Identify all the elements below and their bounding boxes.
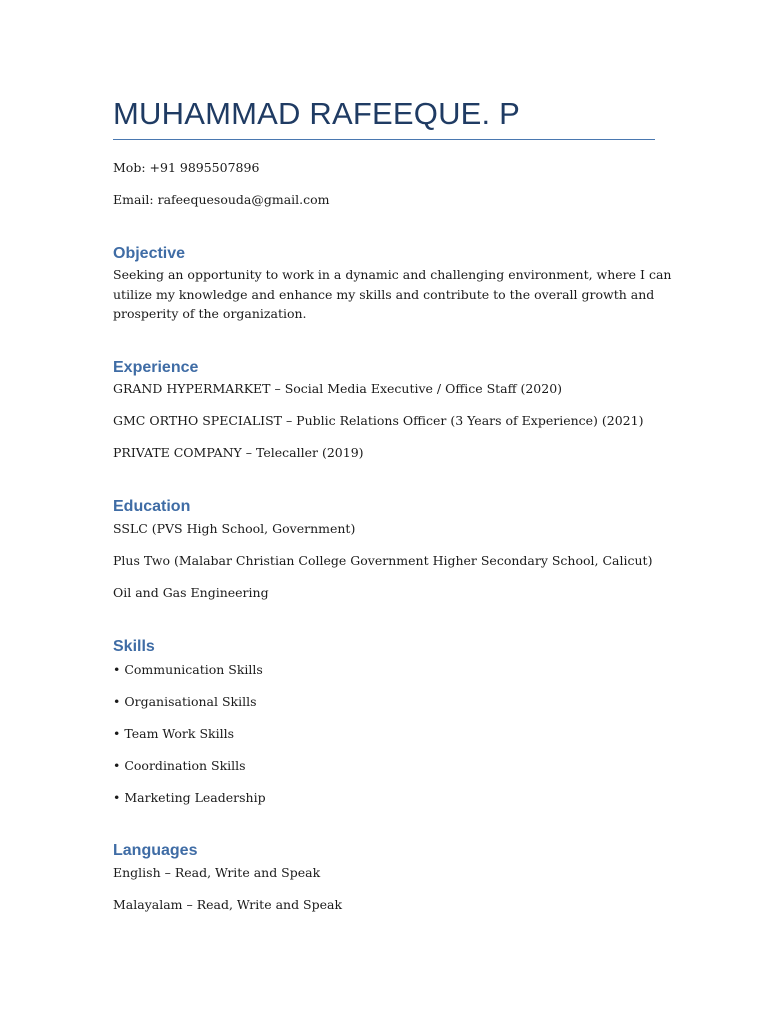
experience-heading: Experience bbox=[113, 359, 199, 376]
candidate-name: MUHAMMAD RAFEEQUE. P bbox=[113, 96, 521, 131]
experience-item: PRIVATE COMPANY – Telecaller (2019) bbox=[113, 445, 364, 460]
skills-heading: Skills bbox=[113, 638, 155, 655]
objective-line: utilize my knowledge and enhance my skills and contribute to the overall growth and bbox=[113, 287, 655, 302]
skill-item: • Communication Skills bbox=[113, 662, 263, 677]
objective-heading: Objective bbox=[113, 245, 186, 262]
experience-item: GRAND HYPERMARKET – Social Media Executive / Office Staff (2020) bbox=[113, 381, 563, 396]
experience-item: GMC ORTHO SPECIALIST – Public Relations Officer (3 Years of Experience) (2021) bbox=[113, 413, 644, 428]
languages-heading: Languages bbox=[113, 842, 198, 859]
skill-item: • Team Work Skills bbox=[113, 726, 234, 741]
language-item: English – Read, Write and Speak bbox=[113, 865, 321, 880]
education-item: SSLC (PVS High School, Government) bbox=[113, 521, 356, 536]
mobile-number: Mob: +91 9895507896 bbox=[113, 160, 260, 175]
skill-item: • Organisational Skills bbox=[113, 694, 257, 709]
language-item: Malayalam – Read, Write and Speak bbox=[113, 897, 343, 912]
email-address: Email: rafeequesouda@gmail.com bbox=[113, 192, 330, 207]
education-item: Oil and Gas Engineering bbox=[113, 585, 269, 600]
education-item: Plus Two (Malabar Christian College Government Higher Secondary School, Calicut) bbox=[113, 553, 653, 568]
education-heading: Education bbox=[113, 498, 191, 515]
objective-line: prosperity of the organization. bbox=[113, 306, 307, 321]
skill-item: • Coordination Skills bbox=[113, 758, 246, 773]
skill-item: • Marketing Leadership bbox=[113, 790, 266, 805]
objective-line: Seeking an opportunity to work in a dynamic and challenging environment, where I can bbox=[113, 267, 672, 282]
name-divider bbox=[113, 139, 655, 140]
